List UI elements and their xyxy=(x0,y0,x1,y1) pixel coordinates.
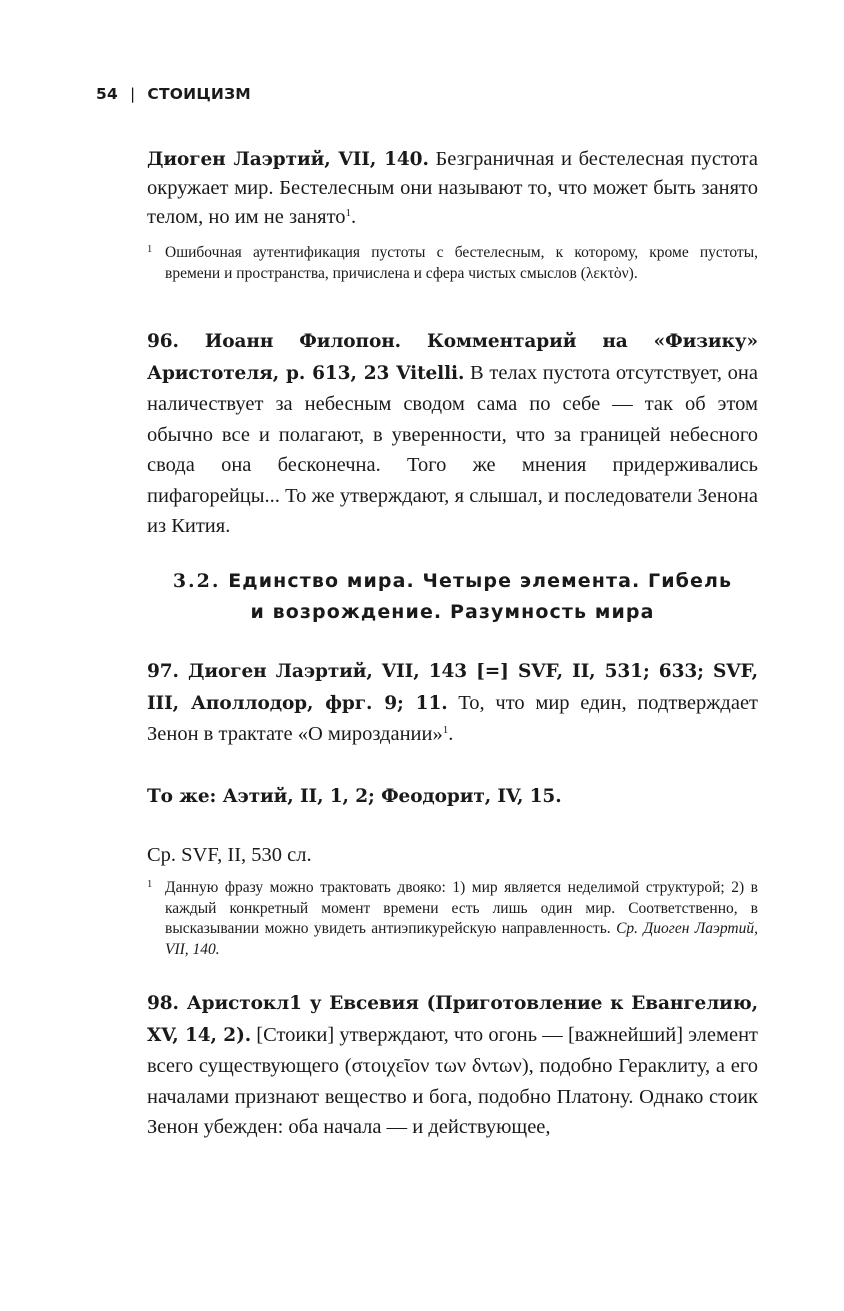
entry-98-paragraph xyxy=(147,988,758,1143)
entry-97-paragraph: 97. Диоген Лаэртий, VII, 143 [=] SVF, II, 531; 633; SVF, III, Аполлодор, фрг. 9; 11. То, что мир един, подтверждает Зенон в трактате «О мироздании»$^1$. xyxy=(147,661,758,745)
footnote-ref: 1 xyxy=(442,724,449,736)
header-separator: | xyxy=(129,85,136,103)
footnote-2-mark: 1 xyxy=(147,879,153,890)
running-title: СТОИЦИЗМ xyxy=(147,85,251,103)
footnote-ref: 1 xyxy=(345,207,352,219)
entry-95-text: Безграничная и бестелесная пустота окружает мир. Бестелесным они называют то, что может быть занято телом, но им не занято xyxy=(147,148,758,228)
footnote-1-mark: 1 xyxy=(147,244,153,255)
footnote-2-text: 1 Данную фразу можно трактовать двояко: 1) мир является неделимой структурой; 2) в каждый конкретный момент времени есть лишь один мир. Соответственно, в высказывании можно увидеть антиэпикурейскую направленность. Ср. Диоген Лаэртий, VII, 140. xyxy=(147,878,758,960)
footnote-1 xyxy=(147,243,758,284)
running-header xyxy=(96,85,251,103)
entry-97 xyxy=(147,656,758,750)
entry-97-text: То, что мир един, подтверждает Зенон в трактате «О мироздании» xyxy=(147,691,758,745)
entry-98 xyxy=(147,988,758,1143)
footnote-1-text: 1 Ошибочная аутентификация пустоты с бестелесным, к которому, кроме пустоты, времени и пространства, причислена и сфера чистых смыслов (λεκτὸν). xyxy=(147,243,758,284)
entry-96-reference: 96. Иоанн Филопон. Комментарий на «Физику» Аристотеля, р. 613, 23 Vitelli. xyxy=(147,331,758,384)
entry-96-text: В телах пустота отсутствует, она наличествует за небесным сводом сама по себе — так об этом обычно все и полагают, в уверенности, что за границей небесного свода она бесконечна. Того же мнения придерживались пифагорейцы... То же утверждают, я слышал, и последователи Зенона из Кития. xyxy=(147,361,758,537)
section-number: 3.2. xyxy=(172,570,221,592)
footnote-2 xyxy=(147,878,758,960)
entry-97-reference: 97. Диоген Лаэртий, VII, 143 [=] SVF, II, 531; 633; SVF, III, Аполлодор, фрг. 9; 11. xyxy=(147,661,758,714)
section-heading xyxy=(147,566,758,628)
same-as-line xyxy=(147,781,758,813)
compare-text: Ср. SVF, II, 530 сл. xyxy=(147,844,312,866)
entry-98-text: [Стоики] утверждают, что огонь — [важнейший] элемент всего существующего (στοιχεῖον των δντων), подобно Гераклиту, а его началами признают вещество и бога, подобно Платону. Однако стоик Зенон убежден: оба начала — и действующее, xyxy=(147,1023,758,1138)
entry-95-reference: Диоген Лаэртий, VII, 140. xyxy=(147,149,429,170)
compare-line xyxy=(147,840,758,871)
entry-98-reference: 98. Аристокл1 у Евсевия (Приготовление к Евангелию, XV, 14, 2). xyxy=(147,993,758,1046)
same-as-reference: То же: Аэтий, II, 1, 2; Феодорит, IV, 15. xyxy=(147,786,562,807)
entry-95 xyxy=(147,145,758,232)
entry-95-paragraph: Диоген Лаэртий, VII, 140. Безграничная и бестелесная пустота окружает мир. Бестелесным они называют то, что может быть занято телом, но им не занято$^1$. xyxy=(147,148,758,228)
section-heading-line-1: 3.2. Единство мира. Четыре элемента. Гибель xyxy=(172,570,733,592)
page-number: 54 xyxy=(96,85,118,103)
footnote-2-citation: Ср. Диоген Лаэртий, VII, 140. xyxy=(165,920,759,958)
entry-96-paragraph xyxy=(147,326,758,542)
section-heading-line-2: и возрождение. Разумность мира xyxy=(250,601,655,623)
entry-96 xyxy=(147,326,758,542)
